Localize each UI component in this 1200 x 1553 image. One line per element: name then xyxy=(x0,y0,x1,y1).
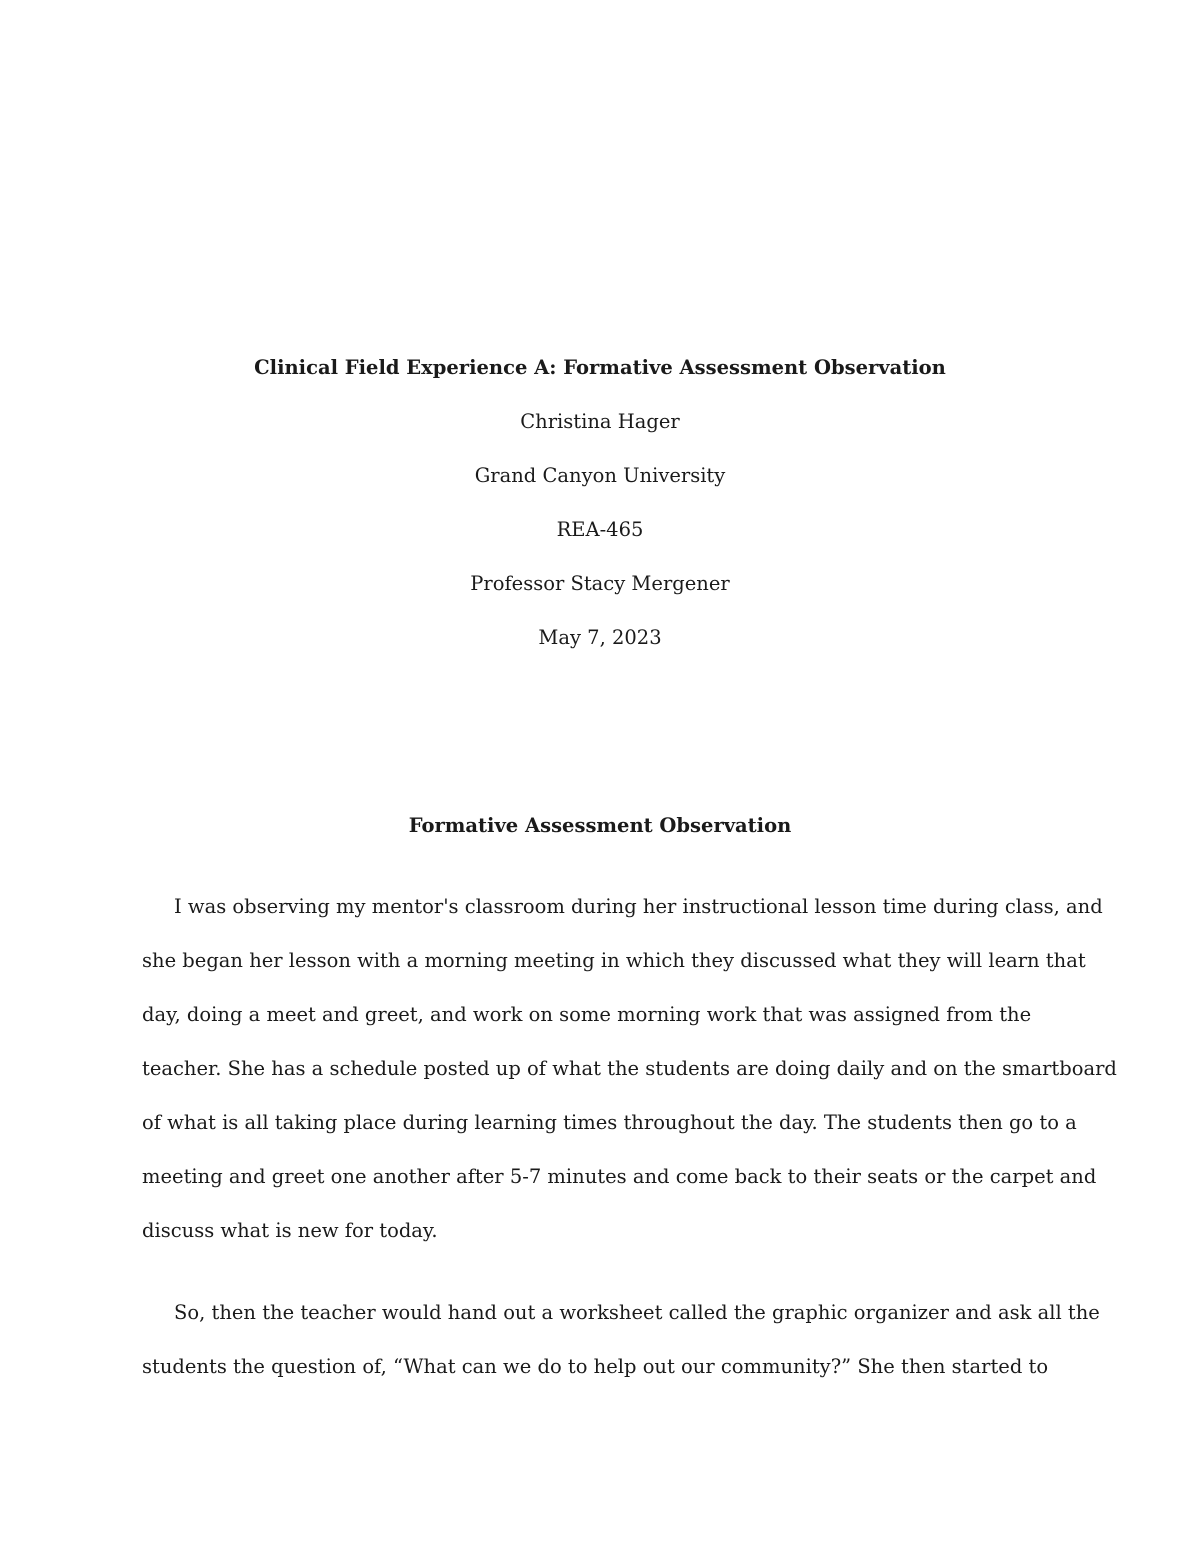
title-page-block xyxy=(0,354,1200,652)
paragraph-spacer xyxy=(142,1271,1062,1299)
paragraph-line: teacher. She has a schedule posted up of what the students are doing daily and on the smartboard xyxy=(142,1057,1117,1080)
paragraph-1 xyxy=(142,893,1117,1271)
instructor-name: Professor Stacy Mergener xyxy=(470,572,730,595)
author-name: Christina Hager xyxy=(520,410,680,433)
body-text xyxy=(142,893,1117,1407)
paragraph-line: students the question of, “What can we do to help out our community?” She then started to xyxy=(142,1355,1049,1378)
paragraph-line: discuss what is new for today. xyxy=(142,1219,438,1242)
paragraph-line: meeting and greet one another after 5-7 minutes and come back to their seats or the carpet and xyxy=(142,1165,1097,1188)
document-title: Clinical Field Experience A: Formative Assessment Observation xyxy=(254,356,946,379)
paragraph-line: I was observing my mentor's classroom during her instructional lesson time during class, and xyxy=(174,895,1103,918)
paragraph-line: she began her lesson with a morning meeting in which they discussed what they will learn that xyxy=(142,949,1086,972)
institution-name: Grand Canyon University xyxy=(474,464,726,487)
course-code: REA-465 xyxy=(556,518,644,541)
paragraph-line: day, doing a meet and greet, and work on some morning work that was assigned from the xyxy=(142,1003,1032,1026)
section-heading: Formative Assessment Observation xyxy=(408,814,792,837)
document-date: May 7, 2023 xyxy=(538,626,662,649)
paragraph-line: So, then the teacher would hand out a worksheet called the graphic organizer and ask all the xyxy=(174,1301,1100,1324)
paragraph-2 xyxy=(142,1299,1100,1407)
paragraph-line: of what is all taking place during learning times throughout the day. The students then go to a xyxy=(142,1111,1077,1134)
